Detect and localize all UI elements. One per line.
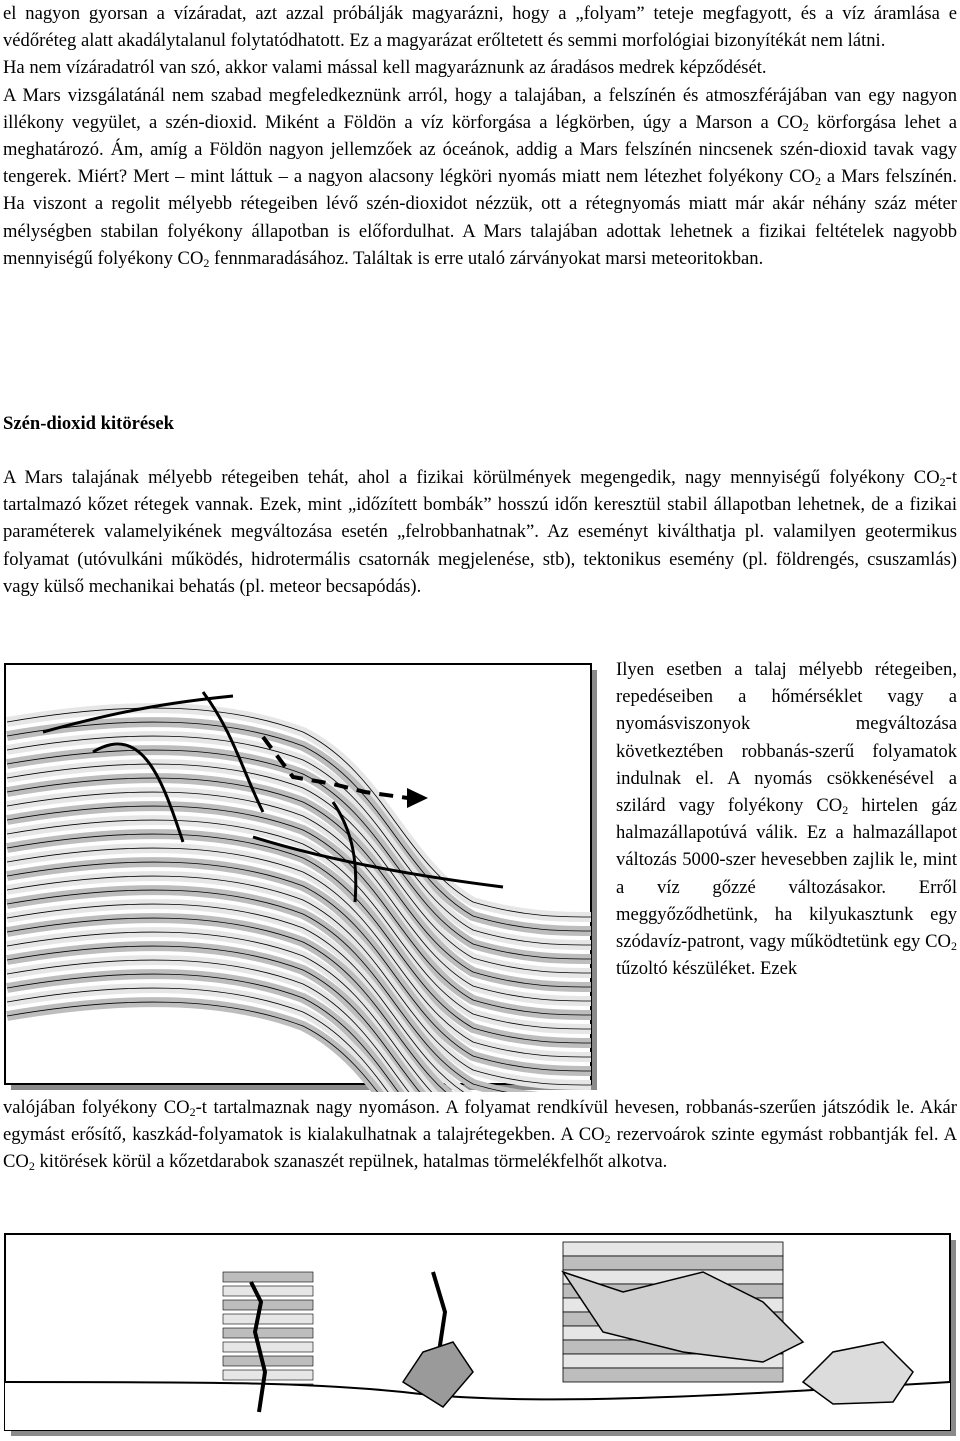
p5-sub3: 2 [28,1159,35,1174]
figure-eruption-svg [3,1232,960,1436]
p4-sub1: 2 [939,475,946,489]
p3-sub3: 2 [203,255,210,270]
stratum-block [223,1356,313,1366]
paragraph-2 [3,54,957,81]
figure-eruption-section [3,1232,960,1436]
p4-part1: A Mars talajának mélyebb rétegeiben tehát, ahol a fizikai körülmények megengedik, nagy mennyiségű folyékony CO [3,467,940,488]
figure-layered-slope [3,662,599,1092]
stratum-block [563,1256,783,1270]
p3-sub2: 2 [815,174,821,189]
paragraph-3 [3,82,957,272]
p5-sub2: 2 [604,1132,611,1147]
p3-sub1: 2 [802,119,809,134]
side-sub1: 2 [842,803,849,818]
p5-part4: kitörések körül a kőzetdarabok szanaszét repülnek, hatalmas törmelékfelhőt alkotva. [34,1151,668,1173]
side-sub2: 2 [951,939,957,954]
side-part3: tűzoltó készüléket. Ezek [616,958,798,980]
text-block-continuation [3,1094,957,1176]
side-paragraph [616,656,957,982]
p5-part2: -t tartalmaznak nagy nyomáson. A folyamat rendkívül hevesen, robbanás-szerűen játszódik le. Akár egymást erősítő, kaszkád-folyamatok is kialakulhatnak a talajrétegekben. A CO [3,1097,957,1146]
paragraph-5 [3,1094,957,1176]
side-text-block [616,656,957,982]
stratum-block [223,1272,313,1282]
p5-part1: valójában folyékony CO [3,1097,190,1118]
stratum-block [223,1328,313,1338]
p3-part4: fennmaradásához. Találtak is erre utaló zárványokat marsi meteoritokban. [209,247,764,269]
section-heading-box [3,410,174,437]
stratum-block [563,1368,783,1382]
p3-part2: körforgása lehet a meghatározó. Ám, amíg a Földön nagyon jellemzőek az óceánok, addig a Mars felszínén nincsenek szén-dioxid tavak vagy tengerek. Miért? Mert – mint láttuk – a nagyon alacsony légköri nyomás miatt nem létezhet folyékony CO [3,111,957,188]
p4-part2: -t tartalmazó kőzet rétegek vannak. Ezek, mint „időzített bombák” hosszú időn keresztül stabil állapotban lehetnek, de a fizikai paraméterek valamelyikének megváltozása esetén „felrobbanhatnak”. Az eseményt kiválthatja pl. valamilyen geotermikus folyamat (utóvulkáni működés, hidrotermális csatornák megjelenése, stb), tektonikus esemény (pl. földrengés, csuszamlás) vagy külső mechanikai behatás (pl. meteor becsapódás). [3,467,957,597]
side-part2: hirtelen gáz halmazállapotúvá válik. Ez a halmazállapot változás 5000-szer hevesebben zajlik le, mint a víz gőzzé változásakor. Erről meggyőződhetünk, ha kilyukasztunk egy szódavíz-patront, vagy működtetünk egy CO [616,795,958,953]
paragraph-2-text: Ha nem vízáradatról van szó, akkor valami mással kell magyaráznunk az áradásos medrek képződését. [3,57,767,79]
figure-layered-slope-svg [3,662,599,1092]
stratum-block [223,1342,313,1352]
p3-part1: A Mars vizsgálatánál nem szabad megfeledkeznünk arról, hogy a talajában, a felszínén és atmoszférájában van egy nagyon illékony vegyület, a szén-dioxid. Miként a Földön a víz körforgása a légkörben, úgy a Marson a CO [3,84,957,133]
stratum-block [223,1370,313,1380]
p5-part3: rezervoárok szinte egymást robbantják fel. A CO [3,1124,957,1173]
stratum-block [563,1242,783,1256]
stratum-block [223,1300,313,1310]
p3-part3: a Mars felszínén. Ha viszont a regolit mélyebb rétegeiben lévő szén-dioxidot nézzük, ott a rétegnyomás miatt már akár néhány száz méter mélységben stabilan folyékony állapotban is előfordulhat. A Mars talajában adottak lehetnek a fizikai feltételek nagyobb mennyiségű folyékony CO [3,166,958,269]
stratum-block [223,1314,313,1324]
paragraph-4 [3,464,957,600]
paragraph-1-text: el nagyon gyorsan a vízáradat, azt azzal próbálják magyarázni, hogy a „folyam” teteje megfagyott, és a víz áramlása e védőréteg alatt akadálytalanul folytatódhatott. Ez a magyarázat erőltetett és semmi morfológiai bizonyítékát nem látni. [3,3,957,52]
section-heading: Szén-dioxid kitörések [3,413,174,434]
paragraph-1 [3,0,957,54]
p5-sub1: 2 [189,1105,196,1119]
text-block-intro [3,0,957,272]
text-block-section [3,464,957,600]
side-part1: Ilyen esetben a talaj mélyebb rétegeiben, repedéseiben a hőmérséklet vagy a nyomásviszonyok megváltozása következtében robbanás-szerű folyamatok indulnak el. A nyomás csökkenésével a szilárd vagy folyékony CO [616,659,957,817]
stratum-block [223,1286,313,1296]
